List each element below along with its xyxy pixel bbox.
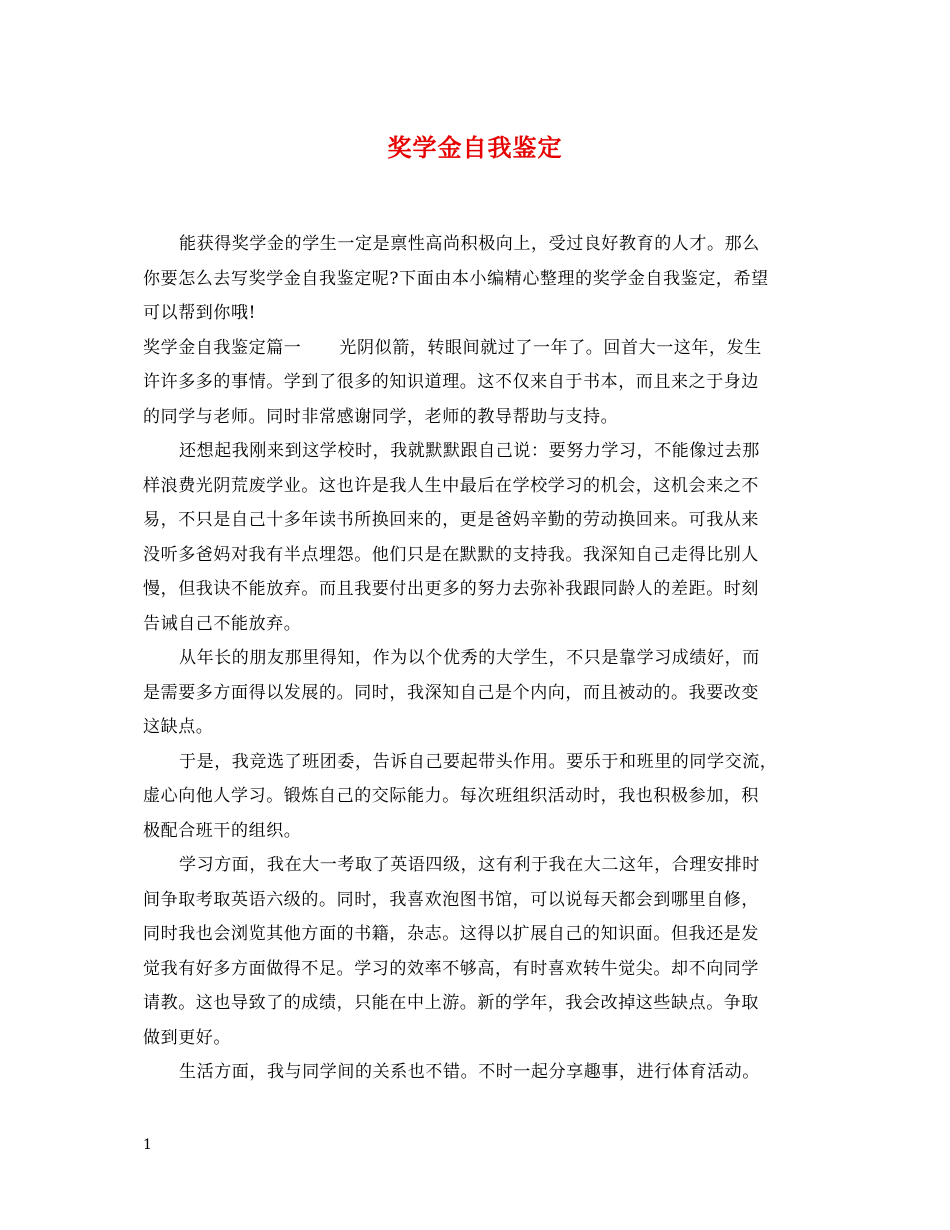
paragraph-line: 能获得奖学金的学生一定是禀性高尚积极向上，受过良好教育的人才。那么 (179, 234, 760, 254)
paragraph-line: 是需要多方面得以发展的。同时，我深知自己是个内向，而且被动的。我要改变 (143, 682, 759, 703)
paragraph-line: 间争取考取英语六级的。同时，我喜欢泡图书馆，可以说每天都会到哪里自修， (143, 889, 759, 910)
paragraph-line: 极配合班干的组织。 (143, 820, 302, 841)
paragraph-line: 样浪费光阴荒废学业。这也许是我人生中最后在学校学习的机会，这机会来之不 (143, 475, 759, 496)
paragraph-line: 学习方面，我在大一考取了英语四级，这有利于我在大二这年，合理安排时 (179, 855, 760, 875)
paragraph-line: 没听多爸妈对我有半点埋怨。他们只是在默默的支持我。我深知自己走得比别人 (143, 544, 759, 565)
paragraph-line: 觉我有好多方面做得不足。学习的效率不够高，有时喜欢转牛觉尖。却不向同学 (143, 958, 759, 979)
document-body (143, 227, 809, 1090)
paragraph-line: 光阴似箭，转眼间就过了一年了。回首大一这年，发生 (339, 337, 762, 358)
paragraph-line: 告诫自己不能放弃。 (143, 613, 302, 634)
section-heading: 奖学金自我鉴定篇一 (143, 337, 302, 358)
page-number: 1 (143, 1137, 152, 1153)
paragraph-line: 请教。这也导致了的成绩，只能在中上游。新的学年，我会改掉这些缺点。争取 (143, 993, 759, 1013)
paragraph-line: 生活方面，我与同学间的关系也不错。不时一起分享趣事，进行体育活动。 (179, 1062, 760, 1082)
paragraph-line: 做到更好。 (143, 1027, 231, 1048)
document-title: 奖学金自我鉴定 (387, 133, 563, 162)
paragraph-line: 的同学与老师。同时非常感谢同学，老师的教导帮助与支持。 (143, 406, 619, 427)
paragraph-line: 慢，但我诀不能放弃。而且我要付出更多的努力去弥补我跟同龄人的差距。时刻 (143, 579, 759, 599)
paragraph-line: 同时我也会浏览其他方面的书籍，杂志。这得以扩展自己的知识面。但我还是发 (143, 924, 759, 944)
paragraph-line: 虚心向他人学习。锻炼自己的交际能力。每次班组织活动时，我也积极参加，积 (143, 786, 759, 806)
paragraph-line: 从年长的朋友那里得知，作为以个优秀的大学生，不只是靠学习成绩好，而 (179, 648, 760, 668)
paragraph-line: 你要怎么去写奖学金自我鉴定呢?下面由本小编精心整理的奖学金自我鉴定，希望 (143, 268, 769, 289)
paragraph-line: 于是，我竞选了班团委，告诉自己要起带头作用。要乐于和班里的同学交流， (179, 751, 778, 772)
paragraph-line: 还想起我刚来到这学校时，我就默默跟自己说：要努力学习，不能像过去那 (179, 441, 760, 461)
paragraph-line: 易，不只是自己十多年读书所换回来的，更是爸妈辛勤的劳动换回来。可我从来 (143, 510, 759, 530)
paragraph-line: 这缺点。 (143, 717, 214, 737)
paragraph-line: 可以帮到你哦! (143, 303, 257, 323)
section-heading-line (143, 331, 809, 366)
paragraph-line: 许许多多的事情。学到了很多的知识道理。这不仅来自于书本，而且来之于身边 (143, 372, 759, 392)
